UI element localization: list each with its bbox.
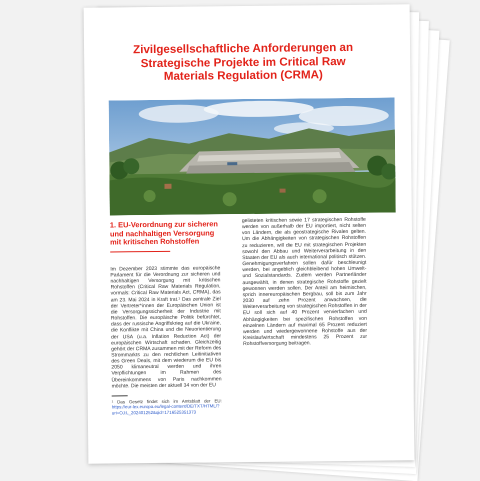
left-column	[110, 218, 222, 415]
document-title: Zivilgesellschaftliche Anforderungen an Strategische Projekte im Critical Raw Materials Regulation (CRMA)	[133, 40, 354, 84]
footnote-text: ¹ Das Gesetz findet sich im Amtsblatt der EU:	[111, 397, 222, 405]
mine-landscape-photo	[109, 97, 396, 215]
cover-photo	[109, 97, 396, 215]
footnote	[112, 398, 222, 415]
body-paragraph-continued: gelisteten kritischen sowie 17 strategischen Rohstoffe werden von außerhalb der EU importiert, nicht selten von Ländern, die als geostrategische Rivalen gelten. Um die Abhängigkeiten von strategischen Rohstoffen zu reduzieren, will die EU mit strategischen Projekten sowohl den Abbau und Weiterverarbeitung in den Staaten der EU als auch international politisch stützen. Genehmigungsverfahren sollen dafür beschleunigt werden, bei angeblich gleichbleibend hohen Umwelt- und Sozialstandards. Zudem werden Partnerländer ausgewählt, in denen strategische Rohstoffe gezielt gewonnen werden sollen. Der Anteil am heimischen, sprich innereuropäischen Bergbau, soll bis zum Jahr 2030 auf zehn Prozent anwachsen, die Weiterverarbeitung von strategischen Rohstoffen in der EU soll sich auf 40 Prozent vervierfachen und Abhängigkeiten bei spezifischen Rohstoffen von einzelnen Ländern auf maximal 65 Prozent reduziert werden und wiedergewonnene Rohstoffe aus der Kreislaufwirtschaft mindestens 25 Prozent zur Rohstoffversorgung beitragen.	[241, 216, 368, 348]
footnote-separator	[112, 395, 128, 396]
document-page	[84, 4, 415, 463]
footnote-link[interactable]: https://eur-lex.europa.eu/legal-content/DE/TXT/HTML/?uri=OJ:L_202401252&qid=1716525351373	[111, 403, 220, 415]
section-heading: 1. EU-Verordnung zur sicheren und nachhaltigen Versorgung mit kritischen Rohstoffen	[109, 219, 218, 247]
body-paragraph: Im Dezember 2023 stimmte das europäische Parlament für die Verordnung zur sicheren und nachhaltigen Versorgung mit kritischen Rohstoffen (Critical Raw Materials Regulation, vormals: Critical Raw Materials Act, CRMA), das am 23. Mai 2024 in Kraft trat.¹ Das zentrale Ziel der Vertreter*innen der Europäischen Union ist die Versorgungssicherheit der Industrie mit Rohstoffen. Die europäische Politik befürchtet, dass der russische Angriffskrieg auf die Ukraine, die Konflikte mit China und die Neuorientierung der USA (u.a. Inflation Reduction Act) der europäischen Wirtschaft schaden. Gleichzeitig gehört der CRMA zusammen mit der Reform des Strommarkts zu den rechtlichen Leitinitiativen des Green Deals, mit dem wiederum die EU bis 2050 klimaneutral werden und ihren Verpflichtungen im Rahmen des Übereinkommens von Paris nachkommen möchte. Die meisten der aktuell 34 von der EU	[110, 265, 222, 390]
right-column	[242, 217, 367, 348]
heading-divider	[110, 251, 170, 253]
